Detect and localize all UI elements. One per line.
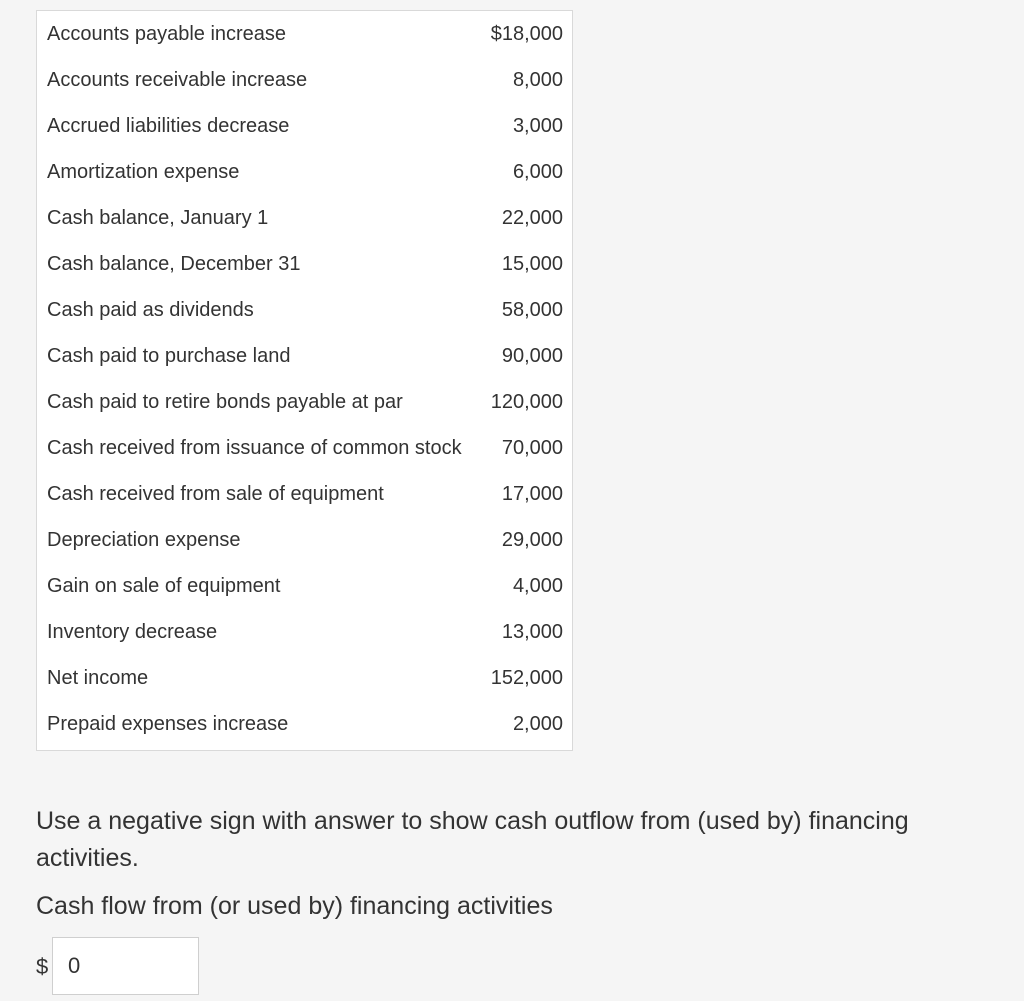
row-label: Accrued liabilities decrease bbox=[47, 115, 290, 137]
row-label: Cash received from sale of equipment bbox=[47, 483, 384, 505]
row-amount: $18,000 bbox=[490, 23, 563, 45]
row-amount: 17,000 bbox=[501, 483, 563, 505]
question-label: Cash flow from (or used by) financing activities bbox=[36, 892, 553, 920]
data-table bbox=[36, 10, 573, 751]
row-amount: 6,000 bbox=[512, 161, 563, 183]
table-row bbox=[37, 287, 572, 333]
row-label: Cash paid to retire bonds payable at par bbox=[47, 391, 403, 413]
row-label: Cash balance, January 1 bbox=[47, 207, 269, 229]
table-row bbox=[37, 333, 572, 379]
row-label: Cash paid as dividends bbox=[47, 299, 254, 321]
row-label: Cash balance, December 31 bbox=[47, 253, 301, 275]
instruction-text: Use a negative sign with answer to show cash outflow from (used by) financing activities. bbox=[36, 807, 909, 872]
table-row bbox=[37, 103, 572, 149]
table-row bbox=[37, 57, 572, 103]
row-label: Depreciation expense bbox=[47, 529, 241, 551]
row-amount: 8,000 bbox=[512, 69, 563, 91]
row-label: Inventory decrease bbox=[47, 621, 218, 643]
table-row bbox=[37, 609, 572, 655]
table-row bbox=[37, 517, 572, 563]
table-row bbox=[37, 11, 572, 57]
row-amount: 58,000 bbox=[501, 299, 563, 321]
row-amount: 4,000 bbox=[512, 575, 563, 597]
row-label: Gain on sale of equipment bbox=[47, 575, 281, 597]
row-label: Accounts payable increase bbox=[47, 23, 287, 45]
table-row bbox=[37, 655, 572, 701]
table-row bbox=[37, 471, 572, 517]
row-label: Net income bbox=[47, 667, 149, 689]
table-row bbox=[37, 379, 572, 425]
row-label: Cash paid to purchase land bbox=[47, 345, 291, 367]
row-amount: 29,000 bbox=[501, 529, 563, 551]
row-amount: 22,000 bbox=[501, 207, 563, 229]
row-amount: 120,000 bbox=[490, 391, 563, 413]
currency-symbol: $ bbox=[36, 954, 49, 979]
row-label: Amortization expense bbox=[47, 161, 240, 183]
row-amount: 15,000 bbox=[501, 253, 563, 275]
row-amount: 13,000 bbox=[501, 621, 563, 643]
row-amount: 3,000 bbox=[512, 115, 563, 137]
row-amount: 70,000 bbox=[501, 437, 563, 459]
table-row bbox=[37, 425, 572, 471]
row-amount: 2,000 bbox=[512, 713, 563, 735]
financing-cash-flow-input[interactable] bbox=[52, 937, 199, 995]
row-amount: 152,000 bbox=[490, 667, 563, 689]
table-row bbox=[37, 701, 572, 747]
row-label: Prepaid expenses increase bbox=[47, 713, 289, 735]
table-row bbox=[37, 195, 572, 241]
table-row bbox=[37, 563, 572, 609]
table-row bbox=[37, 149, 572, 195]
row-label: Accounts receivable increase bbox=[47, 69, 308, 91]
table-row bbox=[37, 241, 572, 287]
row-label: Cash received from issuance of common stock bbox=[47, 437, 462, 459]
row-amount: 90,000 bbox=[501, 345, 563, 367]
